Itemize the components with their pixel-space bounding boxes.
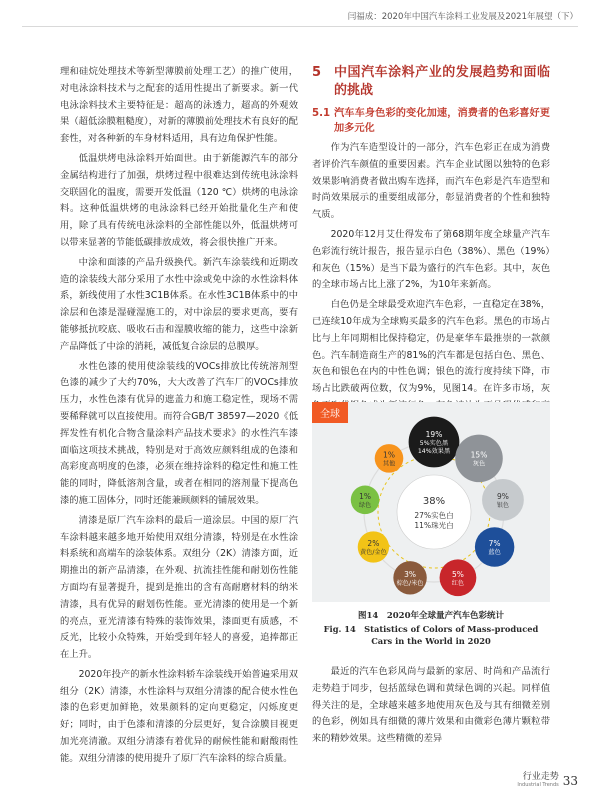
bubble-pct-label: 3% <box>404 569 417 579</box>
right-column <box>312 64 550 451</box>
paragraph: 清漆是原厂汽车涂料的最后一道涂层。中国的原厂汽车涂料越来越多地开始使用双组分清漆，特别是在水性涂料系统和高端车的涂装体系。双组分（2K）清漆方面，近期推出的新产品清漆，在外观、抗流挂性能和耐划伤性能方面均有显著提升，提到是推出的含有高耐磨材料的纳米清漆，具有优异的耐划伤性能。亚光清漆的使用是一个新的亮点，亚光清漆有特殊的装饰效果，漆面更有质感，不反光，比较小众特殊，开始受到年轻人的喜爱，追捧都正在上升。 <box>60 514 298 661</box>
subsection-heading <box>312 106 550 136</box>
page-number: 33 <box>562 774 578 788</box>
section-title: 中国汽车涂料产业的发展趋势和面临的挑战 <box>334 65 550 98</box>
page-footer <box>517 769 578 788</box>
region-tag: 全球 <box>312 402 348 423</box>
section-heading <box>312 64 550 100</box>
right-column-continued <box>312 664 550 751</box>
bubble-color-label: 5%实色黑 <box>419 440 449 447</box>
running-header: 闫福成：2020年中国汽车涂料工业发展及2021年展望（下） <box>347 12 578 22</box>
bubble-color-label: 黄色/金色 <box>359 549 387 556</box>
paragraph: 最近的汽车色彩风尚与最新的家居、时尚和产品流行走势趋于同步，包括蓝绿色调和黄绿色调的兴起。同样值得关注的是，全球越来越多地使用灰色及与其有细微差别的色彩，例如具有细微的薄片效果和由微彩色薄片颗粒带来的精妙效果。这些精微的差异 <box>312 666 550 745</box>
bubble-pct-label: 15% <box>470 450 488 460</box>
center-pct-label: 38% <box>422 496 446 507</box>
paragraph: 白色仍是全球最受欢迎汽车色彩，一直稳定在38%，已连续10年成为全球购买最多的汽车色彩。黑色的市场占比与上年同期相比保持稳定，仍是豪华车最推崇的一款颜色。汽车制造商生产的81%的汽车都是包括白色、黑色、灰色和银色在内的中性色调；银色的流行度持续下降，市场占比跌破两位数，仅为9%，见图14。在许多市场，灰 <box>312 299 550 395</box>
bubble-color-label: 银色 <box>496 501 510 509</box>
paragraph: 2020年投产的新水性涂料轿车涂装线开始普遍采用双组分（2K）清漆，水性涂料与双组分清漆的配合使水性色漆的色彩更加鲜艳，效果颜料的定向更稳定，闪烁度更好；同时，由于色漆和清漆的分层更好，复合涂膜目视更加光亮清澈。双组分清漆有着优异的耐候性能和耐酸雨性能。双组分清漆的使用提升了原厂汽车涂料的综合质量。 <box>60 668 298 764</box>
header-rule <box>22 26 578 27</box>
footer-section-cn: 行业走势 <box>522 772 559 782</box>
footer-section <box>517 769 558 788</box>
bubble-pct-label: 9% <box>496 491 509 501</box>
bubble-color-label: 棕色/米色 <box>396 579 424 587</box>
paragraph: 2020年12月艾仕得发布了第68期年度全球量产汽车色彩流行统计报告，报告显示白色（38%）、黑色（19%）和灰色（15%）是当下最为盛行的汽车色彩。其中，灰色的全球市场占比上涨了2%，为10年来新高。 <box>312 228 550 291</box>
bubble-color-label: 其他 <box>382 460 396 468</box>
bubble-color-label: 灰色 <box>472 460 486 468</box>
bubble-pct-label: 5% <box>451 569 464 579</box>
footer-section-en: Industrial Trends <box>517 782 559 788</box>
subsection-number: 5.1 <box>312 108 331 119</box>
bubble-pct-label: 19% <box>425 430 443 439</box>
paragraph: 水性色漆的使用使涂装线的VOCs排放比传统溶剂型色漆的减少了大约70%，大大改善了汽车厂的VOCs排放压力，水性色漆有优异的遮盖力和施工稳定性，现场不需要稀释就可以直接使用。而符合GB/T 38597—2020《低挥发性有机化合物含量涂料产品技术要求》的水性汽车漆面临这项技术挑战，特别是对于高效应颜料组成的色漆和高彩度高明度的色漆，必须在维持涂料的稳定性和施工性能的同时，降低溶剂含量，或者在相同的溶剂量下提高色漆的施工固体分，同时还能兼顾颜料的铺展效果。 <box>60 360 298 506</box>
bubble-pct-label: 1% <box>359 491 372 501</box>
center-detail-label: 27%实色白 <box>414 511 454 520</box>
subsection-title: 汽车车身色彩的变化加速，消费者的色彩喜好更加多元化 <box>334 108 550 134</box>
bubble-pct-label: 7% <box>488 539 501 548</box>
left-column <box>60 64 298 771</box>
paragraph: 理和硅烷处理技术等新型薄膜前处理工艺）的推广使用，对电泳涂料技术与之配套的适用性提出了新要求。新一代电泳涂料技术主要特征是：超高的泳透力，超高的外观效果（超低涂膜粗糙度），对新的薄膜前处理技术有良好的配套性，对各种新的车身材料适用，具有边角保护性能。 <box>60 66 298 145</box>
bubble-color-label: 14%效果黑 <box>417 448 451 455</box>
bubble-color-label: 蓝色 <box>488 549 501 556</box>
figure-box <box>312 402 550 602</box>
bubble-pct-label: 2% <box>367 539 380 548</box>
paragraph: 低温烘烤电泳涂料开始面世。由于新能源汽车的部分金属结构进行了加强，烘烤过程中很难达到传统电泳涂料交联固化的温度，需要开发低温（120 ℃）烘烤的电泳涂料。这种低温烘烤的电泳涂料已经开始批量化生产和使用，除了具有传统电泳涂料的全部性能以外，低温烘烤可以带来显著的节能低碳排放成效，将会很快推广开来。 <box>60 152 298 248</box>
section-number: 5 <box>312 65 322 80</box>
paragraph: 中涂和面漆的产品升级换代。新汽车涂装线和近期改造的涂装线大部分采用了水性中涂或免中涂的水性涂料体系，新线使用了水性3C1B体系。在水性3C1B体系中的中涂层和色漆是湿碰湿施工的，对中涂层的要求更高，要有能够抵抗咬底、吸收石击和湿膜收缩的能力，这些中涂新产品降低了中涂的消耗，减低复合涂层的总膜厚。 <box>60 256 298 352</box>
bubble-color-label: 红色 <box>451 579 465 587</box>
figure-caption-en: Fig. 14 Statistics of Colors of Mass-produced Cars in the World in 2020 <box>323 624 539 646</box>
center-detail-label: 11%珠光白 <box>414 521 454 530</box>
paragraph: 作为汽车造型设计的一部分，汽车色彩正在成为消费者评价汽车颜值的重要因素。汽车企业试图以独特的色彩效果影响消费者做出购车选择，而汽车色彩是汽车造型和时尚效果展示的重要组成部分，彰显消费者的个性和独特气质。 <box>312 142 550 221</box>
bubble-color-label: 绿色 <box>358 501 372 509</box>
figure-caption-cn: 图14 2020年全球量产汽车色彩统计 <box>358 611 504 621</box>
bubble-pct-label: 1% <box>383 450 395 460</box>
color-share-chart <box>312 402 550 602</box>
